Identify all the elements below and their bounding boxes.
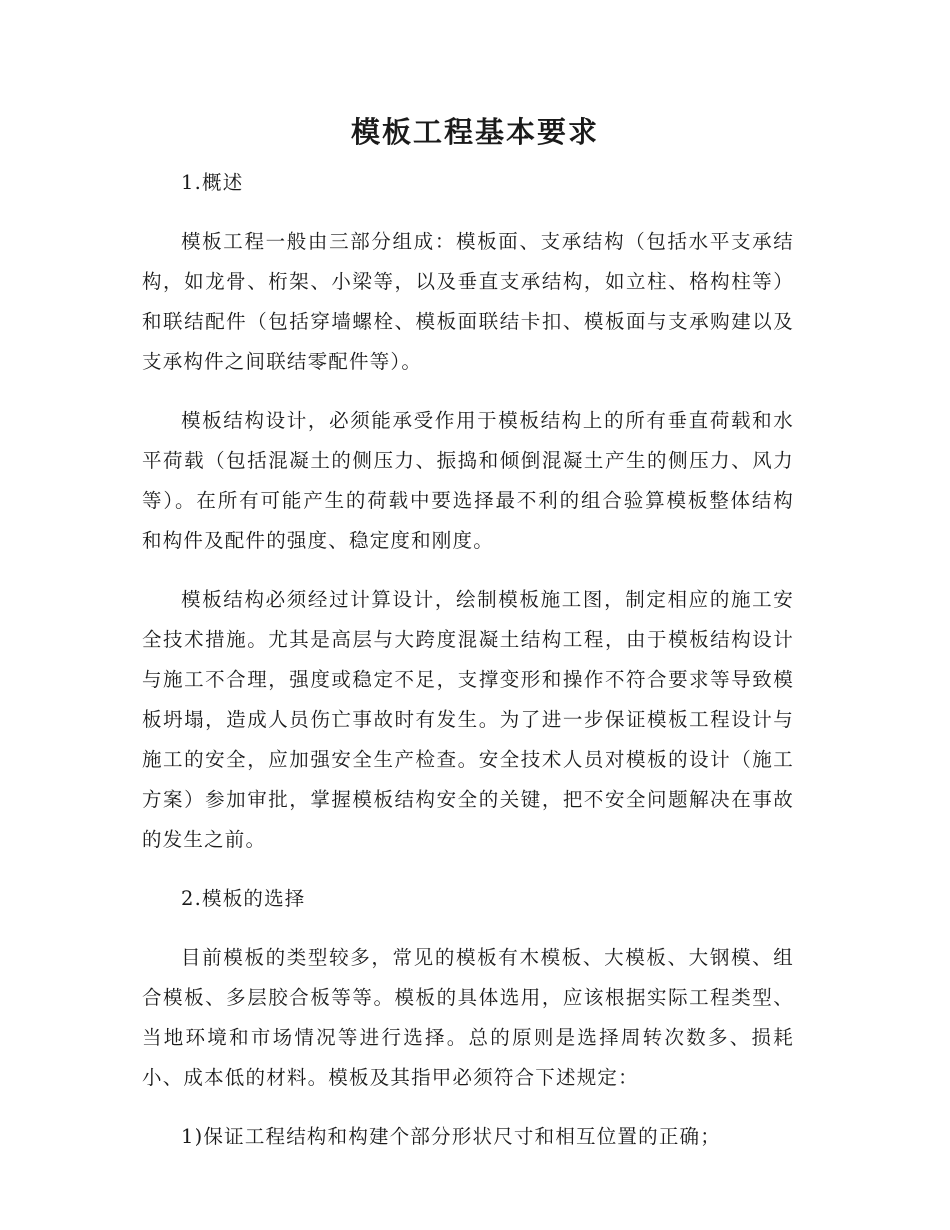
paragraph-structural-design: 模板结构设计，必须能承受作用于模板结构上的所有垂直荷载和水平荷载（包括混凝土的侧压力、振捣和倾倒混凝土产生的侧压力、风力等）。在所有可能产生的荷载中要选择最不利的组合验算模板整体结构和构件及配件的强度、稳定度和刚度。 [142, 409, 794, 552]
document-title: 模板工程基本要求 [350, 115, 599, 149]
paragraph-safety-measures: 模板结构必须经过计算设计，绘制模板施工图，制定相应的施工安全技术措施。尤其是高层与大跨度混凝土结构工程，由于模板结构设计与施工不合理，强度或稳定不足，支撑变形和操作不符合要求等导致模板坍塌，造成人员伤亡事故时有发生。为了进一步保证模板工程设计与施工的安全，应加强安全生产检查。安全技术人员对模板的设计（施工方案）参加审批，掌握模板结构安全的关键，把不安全问题解决在事故的发生之前。 [142, 588, 794, 851]
section-heading-overview: 1.概述 [181, 171, 244, 194]
document-body [142, 163, 794, 1176]
paragraph-composition: 模板工程一般由三部分组成：模板面、支承结构（包括水平支承结构，如龙骨、桁架、小梁等，以及垂直支承结构，如立柱、格构柱等）和联结配件（包括穿墙螺栓、模板面联结卡扣、模板面与支承购建以及支承构件之间联结零配件等）。 [142, 230, 794, 373]
section-heading-selection: 2.模板的选择 [181, 887, 306, 910]
list-item-requirement-1: 1)保证工程结构和构建个部分形状尺寸和相互位置的正确； [181, 1125, 721, 1148]
paragraph-template-types: 目前模板的类型较多，常见的模板有木模板、大模板、大钢模、组合模板、多层胶合板等等。模板的具体选用，应该根据实际工程类型、当地环境和市场情况等进行选择。总的原则是选择周转次数多、损耗小、成本低的材料。模板及其指甲必须符合下述规定： [142, 946, 794, 1089]
